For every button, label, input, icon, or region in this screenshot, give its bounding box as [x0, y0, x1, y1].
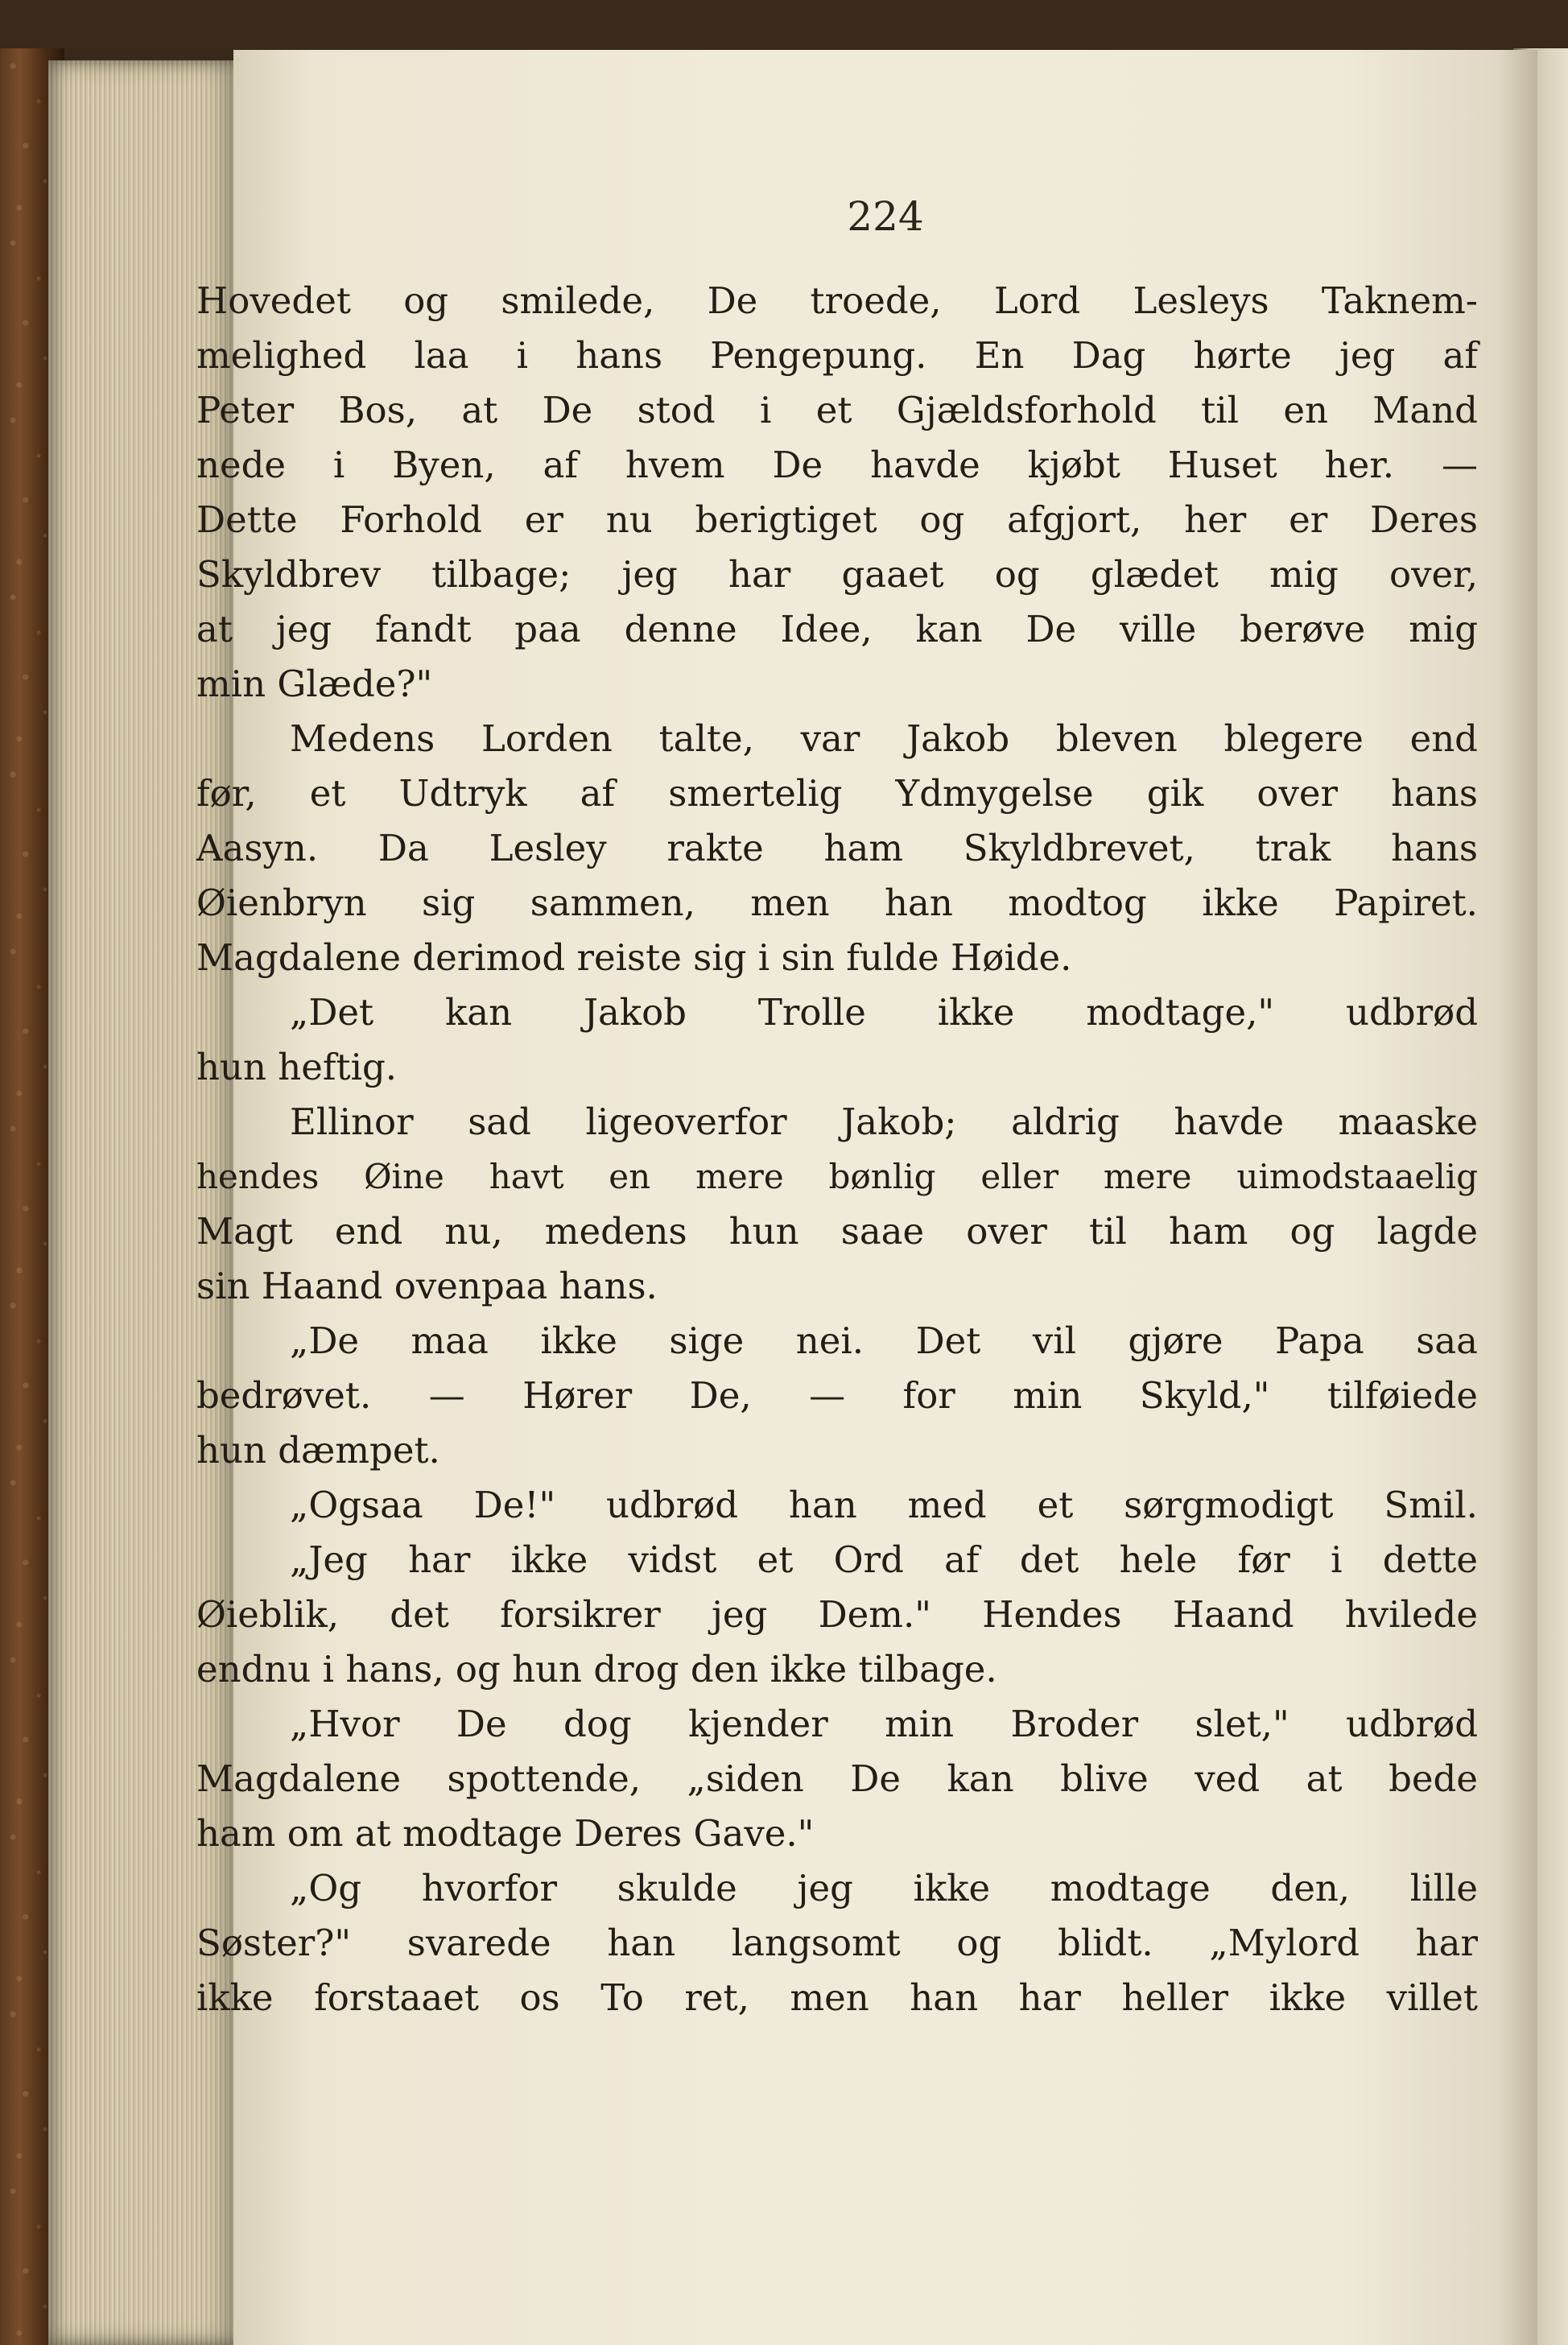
text-line: nede i Byen, af hvem De havde kjøbt Huset her. —: [196, 444, 1478, 486]
text-line: at jeg fandt paa denne Idee, kan De ville berøve mig: [196, 608, 1478, 650]
text-line: Øienbryn sig sammen, men han modtog ikke Papiret.: [196, 881, 1478, 924]
text-line: ikke forstaaet os To ret, men han har heller ikke villet: [196, 1976, 1478, 2019]
text-line: Søster?" svarede han langsomt og blidt. „Mylord har: [196, 1922, 1478, 1964]
text-line: „Ogsaa De!" udbrød han med et sørgmodigt Smil.: [290, 1484, 1478, 1526]
text-line: hendes Øine havt en mere bønlig eller mere uimodstaaelig: [196, 1157, 1478, 1196]
text-line: Hovedet og smilede, De troede, Lord Lesleys Taknem-: [196, 279, 1478, 322]
text-line: hun dæmpet.: [196, 1429, 440, 1472]
text-line: melighed laa i hans Pengepung. En Dag hørte jeg af: [196, 334, 1478, 377]
text-line: Skyldbrev tilbage; jeg har gaaet og glædet mig over,: [196, 553, 1478, 596]
text-line: hun heftig.: [196, 1046, 398, 1088]
text-line: Ellinor sad ligeoverfor Jakob; aldrig havde maaske: [290, 1100, 1478, 1143]
text-line: Øieblik, det forsikrer jeg Dem." Hendes Haand hvilede: [196, 1593, 1478, 1636]
text-line: Medens Lorden talte, var Jakob bleven blegere end: [290, 717, 1478, 760]
page-text: [196, 274, 1478, 2025]
text-line: sin Haand ovenpaa hans.: [196, 1265, 658, 1307]
text-line: ham om at modtage Deres Gave.": [196, 1812, 815, 1855]
text-line: Dette Forhold er nu berigtiget og afgjort, her er Deres: [196, 498, 1478, 541]
text-line: „De maa ikke sige nei. Det vil gjøre Papa saa: [290, 1319, 1478, 1362]
text-line: Magdalene derimod reiste sig i sin fulde Høide.: [196, 936, 1072, 979]
text-line: Aasyn. Da Lesley rakte ham Skyldbrevet, trak hans: [196, 827, 1478, 869]
text-line: „Jeg har ikke vidst et Ord af det hele før i dette: [290, 1538, 1478, 1581]
text-line: „Det kan Jakob Trolle ikke modtage," udbrød: [290, 991, 1478, 1034]
text-line: „Hvor De dog kjender min Broder slet," udbrød: [290, 1703, 1478, 1745]
text-line: min Glæde?": [196, 663, 433, 705]
text-line: Magdalene spottende, „siden De kan blive ved at bede: [196, 1757, 1478, 1800]
text-line: før, et Udtryk af smertelig Ydmygelse gik over hans: [196, 772, 1478, 815]
text-line: endnu i hans, og hun drog den ikke tilbage.: [196, 1648, 997, 1691]
text-line: „Og hvorfor skulde jeg ikke modtage den, lille: [290, 1867, 1478, 1909]
text-line: bedrøvet. — Hører De, — for min Skyld," tilføiede: [196, 1374, 1478, 1417]
text-line: Magt end nu, medens hun saae over til ham og lagde: [196, 1210, 1478, 1253]
text-line: Peter Bos, at De stod i et Gjældsforhold til en Mand: [196, 389, 1478, 431]
page-number: 224: [847, 193, 924, 240]
